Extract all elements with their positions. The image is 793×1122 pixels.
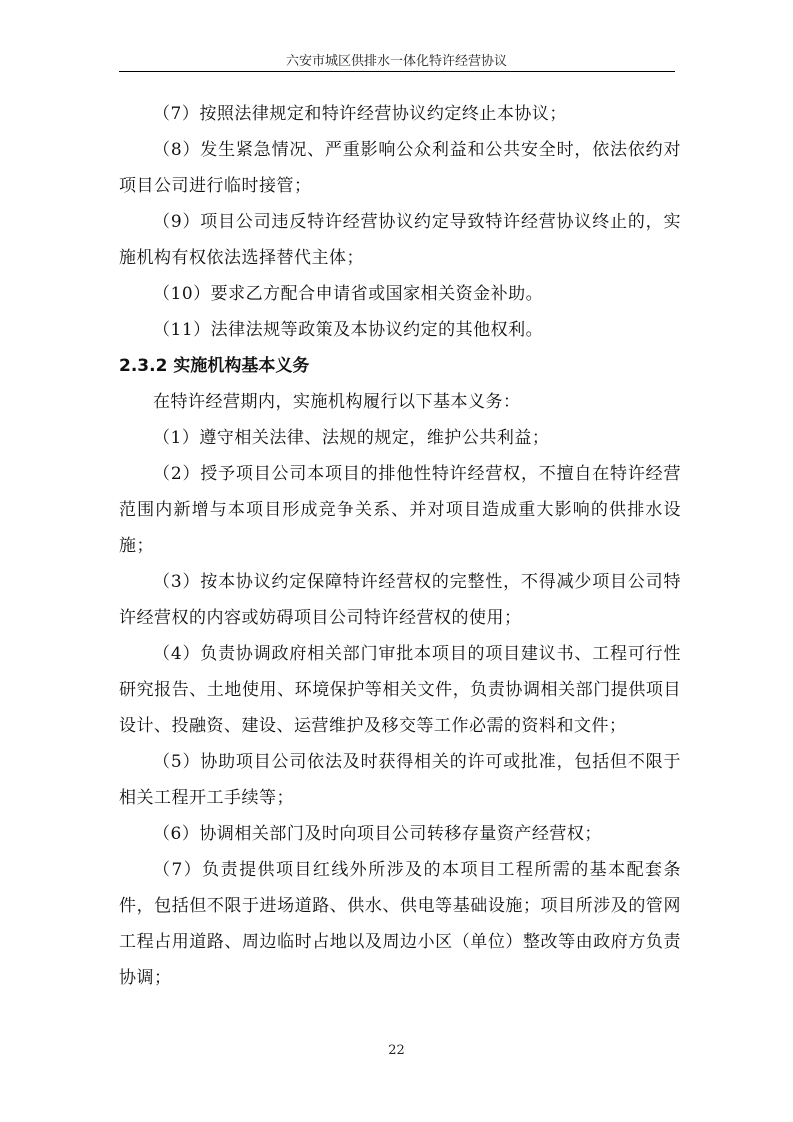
paragraph: （3）按本协议约定保障特许经营权的完整性，不得减少项目公司特许经营权的内容或妨碍项目公司特许经营权的使用； — [119, 572, 681, 628]
paragraph: （10）要求乙方配合申请省或国家相关资金补助。 — [153, 284, 544, 304]
header-divider — [119, 71, 675, 72]
paragraph: （7）负责提供项目红线外所涉及的本项目工程所需的基本配套条件，包括但不限于进场道路、供水、供电等基础设施；项目所涉及的管网工程占用道路、周边临时占地以及周边小区（单位）整改等由政府方负责协调； — [119, 860, 681, 988]
paragraph: （2）授予项目公司本项目的排他性特许经营权，不擅自在特许经营范围内新增与本项目形成竞争关系、并对项目造成重大影响的供排水设施； — [119, 464, 681, 556]
section-heading: 2.3.2 实施机构基本义务 — [119, 356, 310, 376]
paragraph: 在特许经营期内，实施机构履行以下基本义务： — [153, 392, 521, 412]
page-number: 22 — [388, 1043, 405, 1058]
paragraph: （11）法律法规等政策及本协议约定的其他权利。 — [153, 320, 544, 340]
paragraph: （1）遵守相关法律、法规的规定，维护公共利益； — [153, 428, 550, 448]
paragraph: （6）协调相关部门及时向项目公司转移存量资产经营权； — [153, 824, 602, 844]
paragraph: （9）项目公司违反特许经营协议约定导致特许经营协议终止的，实施机构有权依法选择替代主体； — [119, 212, 681, 268]
paragraph: （8）发生紧急情况、严重影响公众利益和公共安全时，依法依约对项目公司进行临时接管； — [119, 140, 681, 196]
paragraph: （7）按照法律规定和特许经营协议约定终止本协议； — [153, 104, 567, 124]
header-title: 六安市城区供排水一体化特许经营协议 — [285, 54, 507, 69]
document-body — [119, 96, 681, 996]
paragraph: （4）负责协调政府相关部门审批本项目的项目建议书、工程可行性研究报告、土地使用、环境保护等相关文件，负责协调相关部门提供项目设计、投融资、建设、运营维护及移交等工作必需的资料和文件； — [119, 644, 681, 736]
paragraph: （5）协助项目公司依法及时获得相关的许可或批准，包括但不限于相关工程开工手续等； — [119, 752, 681, 808]
